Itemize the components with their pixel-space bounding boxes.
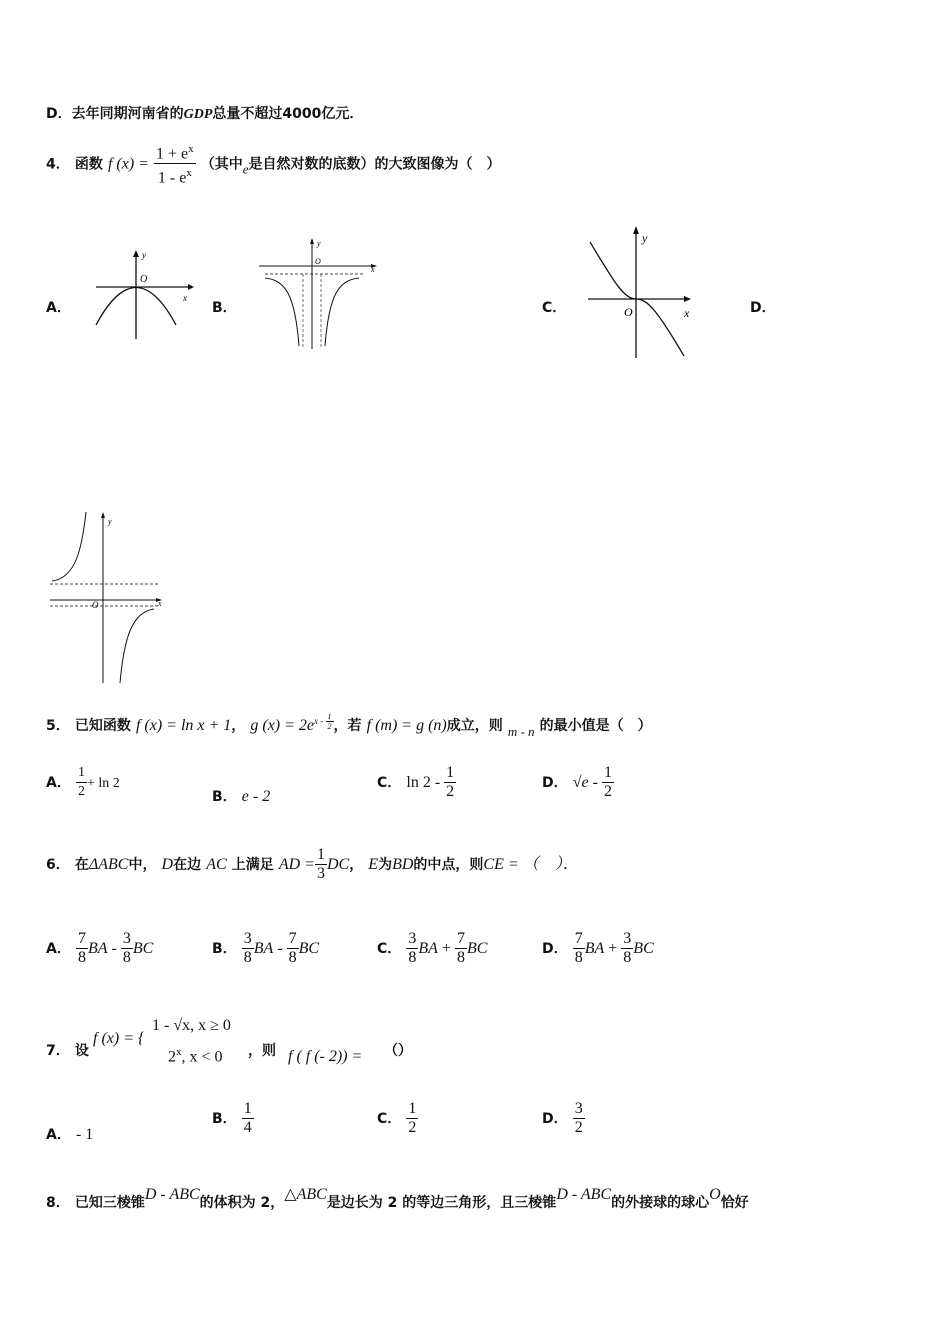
y-label: y [142,250,146,260]
q6-dc: DC [326,856,350,873]
q3-option-d-text2: 总量不超过 [212,106,283,122]
q3-option-d-label: D． [46,106,72,122]
q6-on: 在边 [173,857,202,873]
q5-d-num: 1 [603,764,612,781]
q6-d-f2n: 3 [623,930,632,947]
q5-option-d-label: D． [542,775,568,791]
q7-case2 [168,1046,223,1066]
q7-c-den: 2 [408,1119,417,1136]
q6-is: 为 [378,857,393,873]
q6-b-f1n: 3 [243,930,252,947]
q6-triangle: ΔABC [88,856,129,873]
q4-fx: f (x) = [107,155,149,173]
q6-d-op: + [604,940,622,957]
q4-numerator-exp: x [188,143,194,155]
q6-b-f1d: 8 [243,949,252,966]
q7-option-a-label: A． [46,1127,71,1143]
x-label: x [158,599,162,608]
q7-d-num: 3 [574,1100,583,1117]
q6-option-b[interactable] [212,930,319,967]
q8-lead: 已知三棱锥 [74,1195,145,1211]
q6-a-f2d: 8 [122,949,131,966]
q7-case2-exp: x [176,1046,182,1058]
q6-bd: BD [392,856,414,873]
q6-mid: 中， [128,857,157,873]
q6-d-v1: BA [584,940,605,957]
q6-a-v2: BC [132,940,154,957]
q5-g-definition: g (x) = 2e [250,716,315,734]
q6-frac-den: 3 [316,865,325,882]
q5-option-b-label: B． [212,789,237,805]
q4-graph-d [46,508,171,686]
q8-dabc: D - ABC [144,1186,200,1203]
q7-number: 7． [46,1043,70,1059]
q6-c-v1: BA [418,940,438,957]
q5-tail2: 的最小值是（ ） [539,717,652,734]
curve-left [265,278,299,346]
q5-b-expr: e - 2 [241,788,271,805]
q6-c-f1n: 3 [408,930,417,947]
q5-stem [46,712,652,740]
q6-number: 6． [46,857,70,873]
q5-a-rest: + ln 2 [86,776,120,791]
q4-e: e [242,161,249,177]
q6-option-c[interactable] [377,930,487,967]
q6-lead: 在 [74,857,89,873]
q8-dabc2: D - ABC [556,1186,612,1203]
q6-b-v2: BC [298,940,320,957]
q5-f-definition: f (x) = ln x + 1 [135,716,232,734]
q5-g-exp-den: 2 [327,722,332,731]
q7-c-num: 1 [408,1100,417,1117]
q6-a-op: - [107,940,121,957]
curve-left [52,512,86,581]
q5-g-exp-num: 1 [327,712,332,721]
q7-case2-base: 2 [168,1048,176,1066]
q4-option-c-label[interactable]: C． [542,300,567,316]
x-axis-arrow [684,296,691,302]
q4-denominator: 1 - e [157,169,187,187]
q6-comma: ， [349,857,364,873]
q4-option-b-label[interactable]: B． [212,300,237,316]
q6-ac: AC [206,856,227,873]
q4-fraction [154,140,196,188]
origin-label: O [140,274,148,285]
q8-side: 是边长为 2 的等边三角形，且三棱锥 [326,1195,557,1211]
q4-tail-a: （其中 [200,156,243,173]
q4-denominator-exp: x [186,167,192,180]
q7-option-b[interactable] [212,1100,254,1137]
q7-option-d-label: D． [542,1111,568,1127]
q3-option-d-text3: 亿元． [321,106,364,122]
q4-graph-c [584,222,704,362]
q6-point-d: D [161,856,174,873]
q7-b-den: 4 [243,1119,252,1136]
q5-option-d[interactable] [542,764,614,801]
q7-option-c[interactable] [377,1100,418,1137]
q7-stem [46,1040,89,1060]
q8-volume: 的体积为 2， [199,1195,285,1211]
q5-d-den: 2 [603,783,612,800]
q6-mid2: 的中点，则 [413,857,484,873]
q8-stem [46,1184,926,1212]
q4-option-a-label[interactable]: A． [46,300,71,316]
q6-d-f1n: 7 [574,930,583,947]
q6-a-f1n: 7 [77,930,86,947]
q5-option-c-label: C． [377,775,402,791]
q7-option-d[interactable] [542,1100,585,1137]
x-axis-arrow [188,284,194,290]
q5-condition: ，若 [333,717,362,734]
q5-option-a[interactable] [46,764,120,801]
q5-equation: f (m) = g (n) [366,716,447,734]
q5-option-c[interactable] [377,764,456,801]
q6-option-d[interactable] [542,930,654,967]
q4-graph-a [90,245,200,345]
q6-b-v1: BA [253,940,274,957]
y-label: y [108,517,112,526]
q8-number: 8． [46,1195,70,1211]
origin-label: O [624,305,633,319]
q5-option-a-label: A． [46,775,71,791]
origin-label: O [315,257,321,266]
q7-case2-rest: , x < 0 [181,1048,223,1066]
q4-graph-b [255,234,385,352]
q6-point-e: E [368,856,379,873]
q7-b-num: 1 [243,1100,252,1117]
q6-satisfy: 上满足 [231,857,274,873]
q6-option-b-label: B． [212,941,237,957]
q6-option-a-label: A． [46,941,71,957]
y-axis-arrow [633,226,639,234]
q6-c-f1d: 8 [408,949,417,966]
q7-option-a[interactable] [46,1124,93,1144]
q6-b-op: - [273,940,287,957]
curve-right [120,609,154,683]
q7-then: ，则 [248,1043,276,1059]
q7-fx: f (x) = { [93,1030,145,1047]
q4-number: 4． [46,156,70,173]
q8-tail: 恰好 [720,1195,749,1211]
y-axis-arrow [133,250,139,257]
origin-label: O [92,600,99,610]
y-label: y [317,239,321,248]
q5-number: 5． [46,717,70,734]
q5-separator: ， [231,717,246,734]
y-label: y [642,231,648,245]
q7-option-b-label: B． [212,1111,237,1127]
q4-option-d-label[interactable]: D． [750,300,776,316]
q6-vector-eq: AD = [278,856,315,873]
q6-a-f2n: 3 [122,930,131,947]
q5-option-b[interactable] [212,786,270,806]
q3-option-d [46,103,363,123]
q6-c-op: + [437,940,455,957]
x-label: x [371,265,375,274]
q4-stem [46,140,501,188]
y-axis-arrow [101,512,105,518]
q6-frac-num: 1 [316,846,325,863]
q5-d-pre: √e - [572,774,602,791]
q8-triangle: △ABC [284,1186,327,1203]
q6-c-f2n: 7 [456,930,465,947]
q3-gdp: GDP [183,107,213,122]
q5-m-minus-n: m - n [507,723,535,739]
q8-outer: 的外接球的球心 [611,1195,710,1211]
q4-numerator: 1 + e [156,145,189,163]
q3-option-d-text: 去年同期河南省的 [71,106,184,122]
q6-c-f2d: 8 [456,949,465,966]
q6-stem [46,846,579,883]
q5-c-num: 1 [446,764,455,781]
q6-b-f2d: 8 [288,949,297,966]
q8-o: O [709,1186,721,1203]
q7-paren: （） [384,1043,412,1059]
q5-c-den: 2 [446,783,455,800]
q6-d-f1d: 8 [574,949,583,966]
q6-option-c-label: C． [377,941,402,957]
q5-lead: 已知函数 [74,717,131,734]
q6-a-v1: BA [87,940,108,957]
q3-option-d-number: 4000 [282,106,322,122]
q5-c-pre: ln 2 - [406,774,445,791]
q6-ce: CE = （ ）． [483,856,579,873]
x-label: x [684,306,690,320]
q5-a-den: 2 [77,784,85,799]
q6-d-v2: BC [633,940,654,957]
q6-c-v2: BC [466,940,488,957]
q6-a-f1d: 8 [77,949,86,966]
q7-option-c-label: C． [377,1111,402,1127]
q4-tail-b: 是自然对数的底数）的大致图像为（ ） [248,156,501,173]
y-axis-arrow [310,238,314,244]
q4-lead: 函数 [74,156,103,173]
q5-g-exp: x - [314,715,326,726]
q7-d-den: 2 [574,1119,583,1136]
q7-lead: 设 [74,1043,89,1059]
q6-option-d-label: D． [542,941,568,957]
curve-right [325,278,359,346]
q7-a-expr: - 1 [75,1126,94,1143]
q6-b-f2n: 7 [288,930,297,947]
q5-a-num: 1 [76,764,87,783]
q6-option-a[interactable] [46,930,153,967]
x-label: x [183,293,187,303]
q5-tail: 成立，则 [446,717,503,734]
q7-ffx: f ( f (- 2)) = [288,1048,363,1065]
q6-d-f2d: 8 [623,949,632,966]
q7-case1: 1 - √x, x ≥ 0 [152,1017,231,1034]
